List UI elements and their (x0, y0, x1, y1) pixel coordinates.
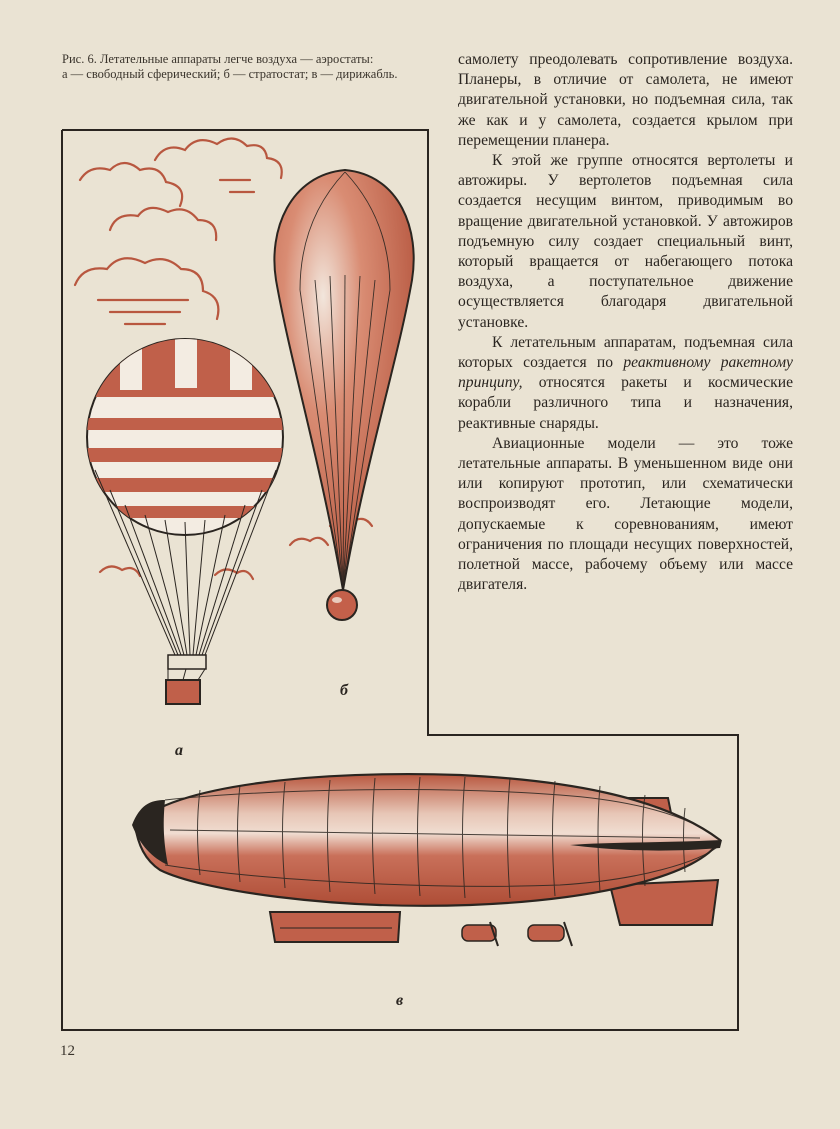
caption-legend: а — свободный сферический; б — стратостат; в — дирижабль. (62, 67, 398, 81)
paragraph-3-italic: реактивному ракетному принципу, (458, 354, 793, 392)
caption-lead: Рис. 6. Летательные аппараты легче воздуха — аэростаты: (62, 52, 374, 66)
paragraph-3-start: К летательным аппаратам, подъемная сила которых создается по (458, 333, 793, 372)
label-v: в (396, 992, 404, 1009)
label-a: а (175, 742, 183, 759)
paragraph-2: К этой же группе относятся вертолеты и автожиры. У вертолетов подъемная сила создается несущим винтом, приводимым во вращение двигательной установкой. У автожиров подъемную силу создает специальный винт, который вращается от набегающего потока воздуха, а поступательное движение осуществляется благодаря двигательной установке. (458, 152, 793, 331)
paragraph-4: Авиационные модели — это тоже летательные аппараты. В уменьшенном виде они или копируют прототип, или схематически воспроизводят его. Летающие модели, допускаемые к соревнованиям, имеют ограничения по площади несущих поверхностей, полетной массе, рабочему объему или массе двигателя. (458, 434, 793, 594)
paragraph-3-end: относятся ракеты и космические корабли различного типа и назначения, реактивные снаряды. (458, 374, 793, 432)
stratostat-illustration (274, 170, 413, 620)
page-number: 12 (60, 1043, 75, 1059)
paragraph-1: самолету преодолевать сопротивление воздуха. Планеры, в отличие от самолета, не имеют двигательной установки, но подъемная сила, так же как и у самолета, создается крылом при перемещении планера. (458, 51, 793, 149)
label-b: б (340, 682, 348, 699)
spherical-balloon-illustration (85, 337, 285, 704)
airship-illustration (132, 774, 722, 946)
